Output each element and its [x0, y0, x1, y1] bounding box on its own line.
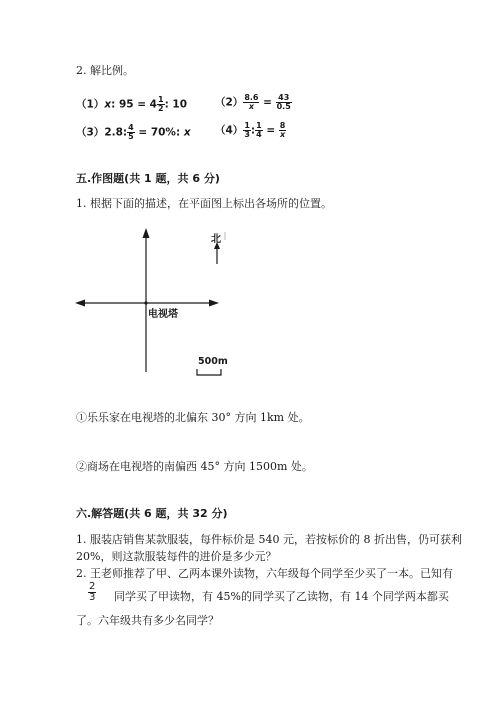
- expression-tail: : 10: [164, 98, 188, 111]
- section-5-question-1: 1. 根据下面的描述，在平面图上标出各场所的位置。: [76, 197, 332, 210]
- fraction-denominator: x: [280, 130, 286, 139]
- equals-sign: =: [263, 96, 272, 109]
- fraction-numerator: 4: [128, 123, 134, 132]
- fraction-denominator: 3: [244, 130, 250, 139]
- fraction-numerator: 1: [157, 95, 164, 104]
- section-6-heading: 六.解答题(共 6 题，共 32 分): [76, 507, 228, 520]
- item-label: （4）: [215, 124, 244, 137]
- question-2-title: 2. 解比例。: [76, 64, 134, 77]
- left-arrow: [75, 300, 85, 307]
- fraction-denominator: 4: [256, 130, 262, 139]
- tv-tower-label: 电视塔: [148, 309, 178, 320]
- section-6-q1-line2: 20%，则这款服装每件的进价是多少元？: [76, 550, 277, 563]
- equals-sign: =: [266, 124, 276, 137]
- section-6-q2-line1: 2. 王老师推荐了甲、乙两本课外读物，六年级每个同学至少买了一本。已知有: [76, 567, 453, 580]
- fraction-denominator: x: [248, 102, 254, 111]
- q2-fraction: [88, 582, 96, 603]
- expression-lead: 2.8:: [104, 126, 128, 139]
- expression-mid: : 95 = 4: [111, 98, 157, 111]
- item-label: （2）: [215, 96, 244, 109]
- location-item-2: ②商场在电视塔的南偏西 45° 方向 1500m 处。: [76, 460, 313, 473]
- fraction-numerator: 2: [89, 581, 96, 592]
- fraction-numerator: 8: [279, 121, 286, 130]
- section-6-q1-line1: 1. 服装店销售某款服装，每件标价是 540 元，若按标价的 8 折出售，仍可获利: [76, 533, 462, 546]
- fraction-numerator: 1: [244, 121, 250, 130]
- fraction-denominator: 2: [157, 104, 164, 113]
- scale-label: 500m: [198, 356, 228, 367]
- fraction-denominator: 5: [128, 132, 134, 141]
- colon: :: [250, 124, 256, 137]
- variable-x: x: [183, 126, 191, 139]
- scale-bar: [197, 369, 221, 375]
- variable-x: x: [104, 98, 112, 111]
- fraction-numerator: 1: [256, 121, 262, 130]
- fraction-numerator: 43: [276, 94, 292, 103]
- section-5-heading: 五.作图题(共 1 题，共 6 分): [76, 172, 220, 185]
- item-label: （1）: [76, 98, 105, 111]
- fraction-denominator: 3: [89, 592, 96, 603]
- fraction-numerator: 8.6: [244, 93, 259, 102]
- section-6-q2-line3: 了。六年级共有多少名同学？: [76, 614, 219, 627]
- north-label: 北: [211, 234, 221, 245]
- section-6-q2-line2: 同学买了甲读物，有 45%的同学买了乙读物，有 14 个同学两本都买: [114, 590, 449, 603]
- fraction-denominator: 0.5: [276, 102, 291, 111]
- item-label: （3）: [76, 126, 105, 139]
- expression-tail: = 70%:: [138, 126, 184, 139]
- location-item-1: ①乐乐家在电视塔的北偏东 30° 方向 1km 处。: [76, 411, 310, 424]
- right-arrow: [209, 300, 219, 307]
- vertical-axis-arrow: [143, 228, 150, 238]
